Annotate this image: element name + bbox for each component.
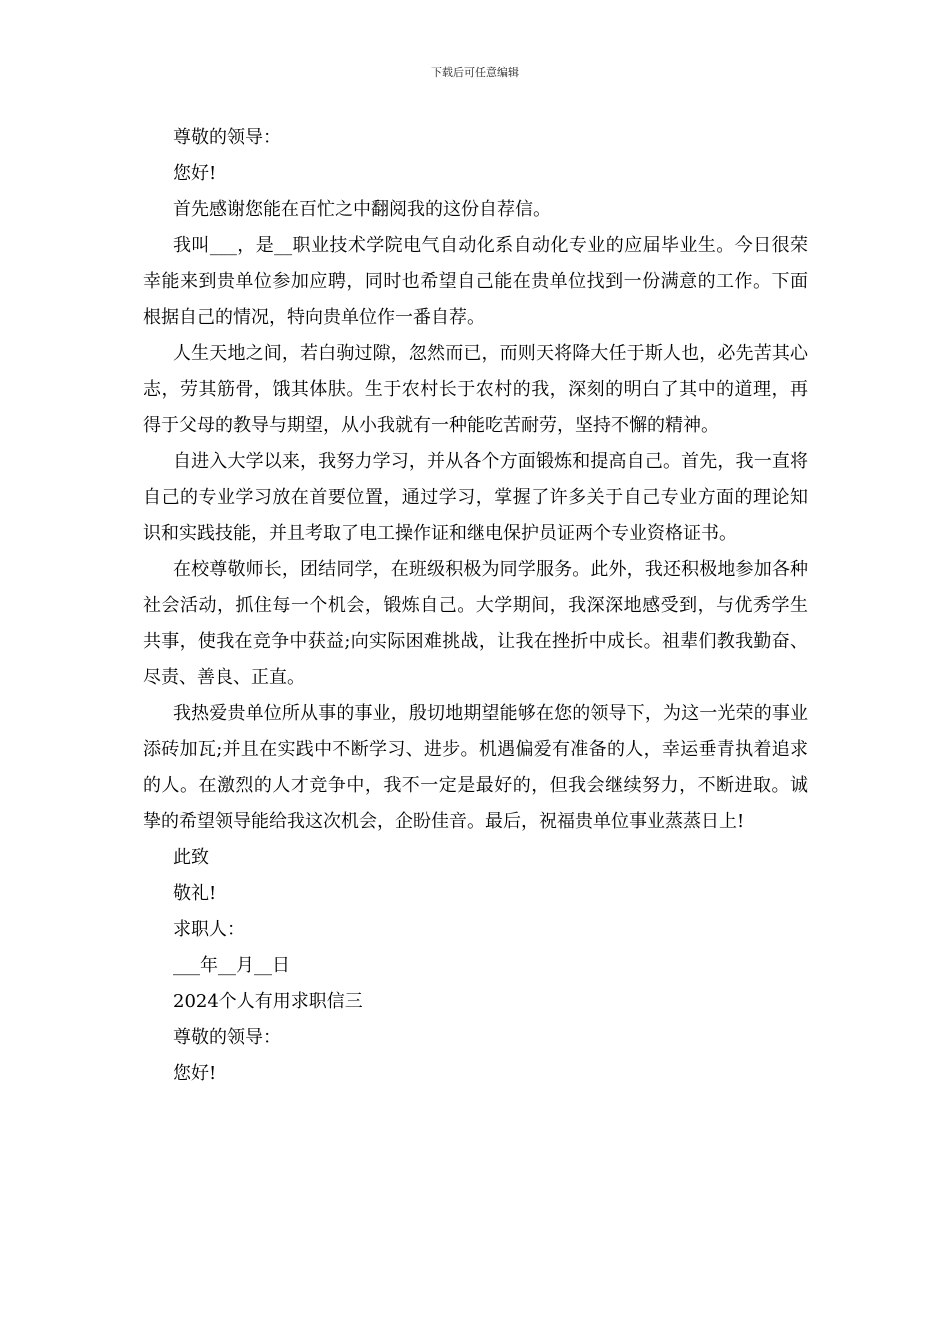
paragraph-study: 自进入大学以来，我努力学习，并从各个方面锻炼和提高自己。首先，我一直将自己的专业学习放在首要位置，通过学习，掌握了许多关于自己专业方面的理论知识和实践技能，并且考取了电工操作证和继电保护员证两个专业资格证书。 <box>143 451 808 544</box>
paragraph-activities: 在校尊敬师长，团结同学，在班级积极为同学服务。此外，我还积极地参加各种社会活动，抓住每一个机会，锻炼自己。大学期间，我深深地感受到，与优秀学生共事，使我在竞争中获益;向实际困难挑战，让我在挫折中成长。祖辈们教我勤奋、尽责、善良、正直。 <box>143 559 808 688</box>
closing-salute: 敬礼! <box>173 883 217 904</box>
section-title: 2024个人有用求职信三 <box>173 991 363 1012</box>
closing-regards: 此致 <box>173 847 209 868</box>
date-line: ___年__月__日 <box>173 955 290 976</box>
paragraph-background: 人生天地之间，若白驹过隙，忽然而已，而则天将降大任于斯人也，必先苦其心志，劳其筋骨，饿其体肤。生于农村长于农村的我，深刻的明白了其中的道理，再得于父母的教导与期望，从小我就有一种能吃苦耐劳，坚持不懈的精神。 <box>143 343 808 436</box>
greeting: 您好! <box>173 163 217 184</box>
paragraph-self-intro: 我叫___，是__职业技术学院电气自动化系自动化专业的应届毕业生。今日很荣幸能来到贵单位参加应聘，同时也希望自己能在贵单位找到一份满意的工作。下面根据自己的情况，特向贵单位作一番自荐。 <box>143 235 808 328</box>
paragraph-aspiration: 我热爱贵单位所从事的事业，殷切地期望能够在您的领导下，为这一光荣的事业添砖加瓦;并且在实践中不断学习、进步。机遇偏爱有准备的人，幸运垂青执着追求的人。在激烈的人才竞争中，我不一定是最好的，但我会继续努力，不断进取。诚挚的希望领导能给我这次机会，企盼佳音。最后，祝福贵单位事业蒸蒸日上! <box>143 703 808 832</box>
section-greeting: 您好! <box>173 1063 217 1084</box>
salutation: 尊敬的领导： <box>173 127 281 148</box>
section-salutation: 尊敬的领导： <box>173 1027 281 1048</box>
applicant-label: 求职人： <box>173 919 245 940</box>
page-header: 下载后可任意编辑 <box>431 66 519 79</box>
intro-line: 首先感谢您能在百忙之中翻阅我的这份自荐信。 <box>173 199 551 220</box>
letter-body <box>143 120 808 1092</box>
